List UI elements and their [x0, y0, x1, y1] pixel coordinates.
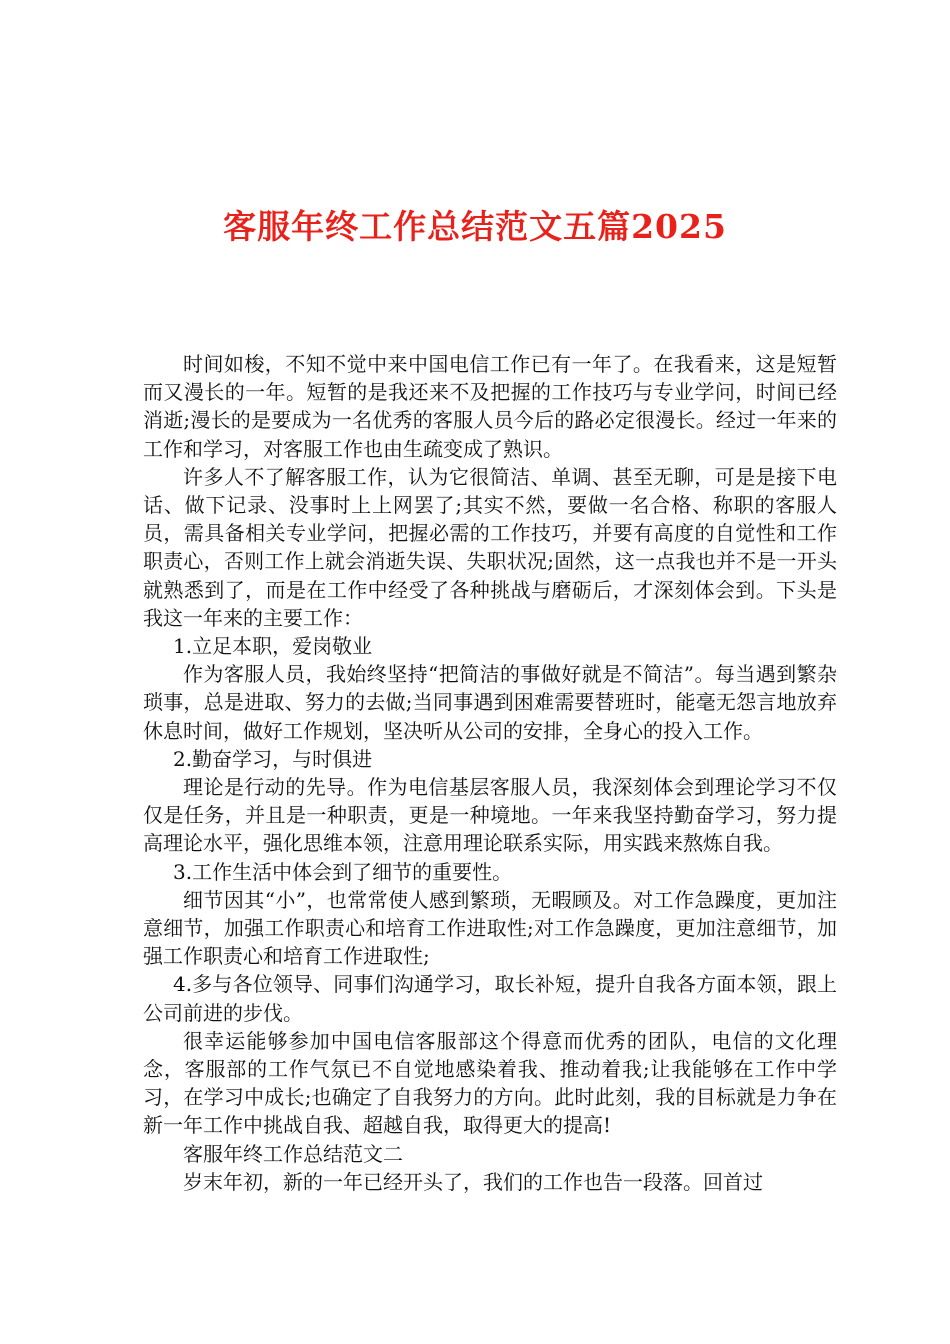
sub-article-title: 客服年终工作总结范文二 — [183, 1141, 403, 1166]
document-body — [143, 350, 837, 1196]
paragraph-article-2-intro: 岁末年初，新的一年已经开头了，我们的工作也告一段落。回首过 — [183, 1169, 763, 1194]
document-title: 客服年终工作总结范文五篇2025 — [223, 207, 727, 246]
paragraph-intro: 时间如梭，不知不觉中来中国电信工作已有一年了。在我看来，这是短暂而又漫长的一年。短暂的是我还来不及把握的工作技巧与专业学问，时间已经消逝;漫长的是要成为一名优秀的客服人员今后的路必定很漫长。经过一年来的工作和学习，对客服工作也由生疏变成了熟识。 — [143, 352, 837, 461]
paragraph-conclusion: 很幸运能够参加中国电信客服部这个得意而优秀的团队，电信的文化理念，客服部的工作气氛已不自觉地感染着我、推动着我;让我能够在工作中学习，在学习中成长;也确定了自我努力的方向。此时此刻，我的目标就是力争在新一年工作中挑战自我、超越自我，取得更大的提高! — [143, 1028, 837, 1138]
paragraph-section-2: 理论是行动的先导。作为电信基层客服人员，我深刻体会到理论学习不仅仅是任务，并且是一种职责，更是一种境地。一年来我坚持勤奋学习，努力提高理论水平，强化思维本领，注意用理论联系实际，用实践来熬炼自我。 — [143, 775, 837, 856]
paragraph-work-overview: 许多人不了解客服工作，认为它很简洁、单调、甚至无聊，可是是接下电话、做下记录、没事时上上网罢了;其实不然，要做一名合格、称职的客服人员，需具备相关专业学问，把握必需的工作技巧，并要有高度的自觉性和工作职责心，否则工作上就会消逝失误、失职状况;固然，这一点我也并不是一开头就熟悉到了，而是在工作中经受了各种挑战与磨砺后，才深刻体会到。下头是我这一年来的主要工作： — [143, 464, 837, 630]
section-heading-1: 1.立足本职，爱岗敬业 — [173, 634, 373, 659]
paragraph-section-1: 作为客服人员，我始终坚持“把简洁的事做好就是不简洁”。每当遇到繁杂琐事，总是进取、努力的去做;当同事遇到困难需要替班时，能毫无怨言地放弃休息时间，做好工作规划，坚决听从公司的安排，全身心的投入工作。 — [143, 662, 837, 743]
section-heading-3: 3.工作生活中体会到了细节的重要性。 — [173, 859, 513, 884]
section-heading-4: 4.多与各位领导、同事们沟通学习，取长补短，提升自我各方面本领，跟上公司前进的步伐。 — [143, 972, 837, 1025]
section-heading-2: 2.勤奋学习，与时俱进 — [173, 746, 373, 771]
paragraph-section-3: 细节因其“小”，也常常使人感到繁琐，无暇顾及。对工作急躁度，更加注意细节，加强工作职责心和培育工作进取性;对工作急躁度，更加注意细节，加强工作职责心和培育工作进取性; — [143, 887, 837, 969]
